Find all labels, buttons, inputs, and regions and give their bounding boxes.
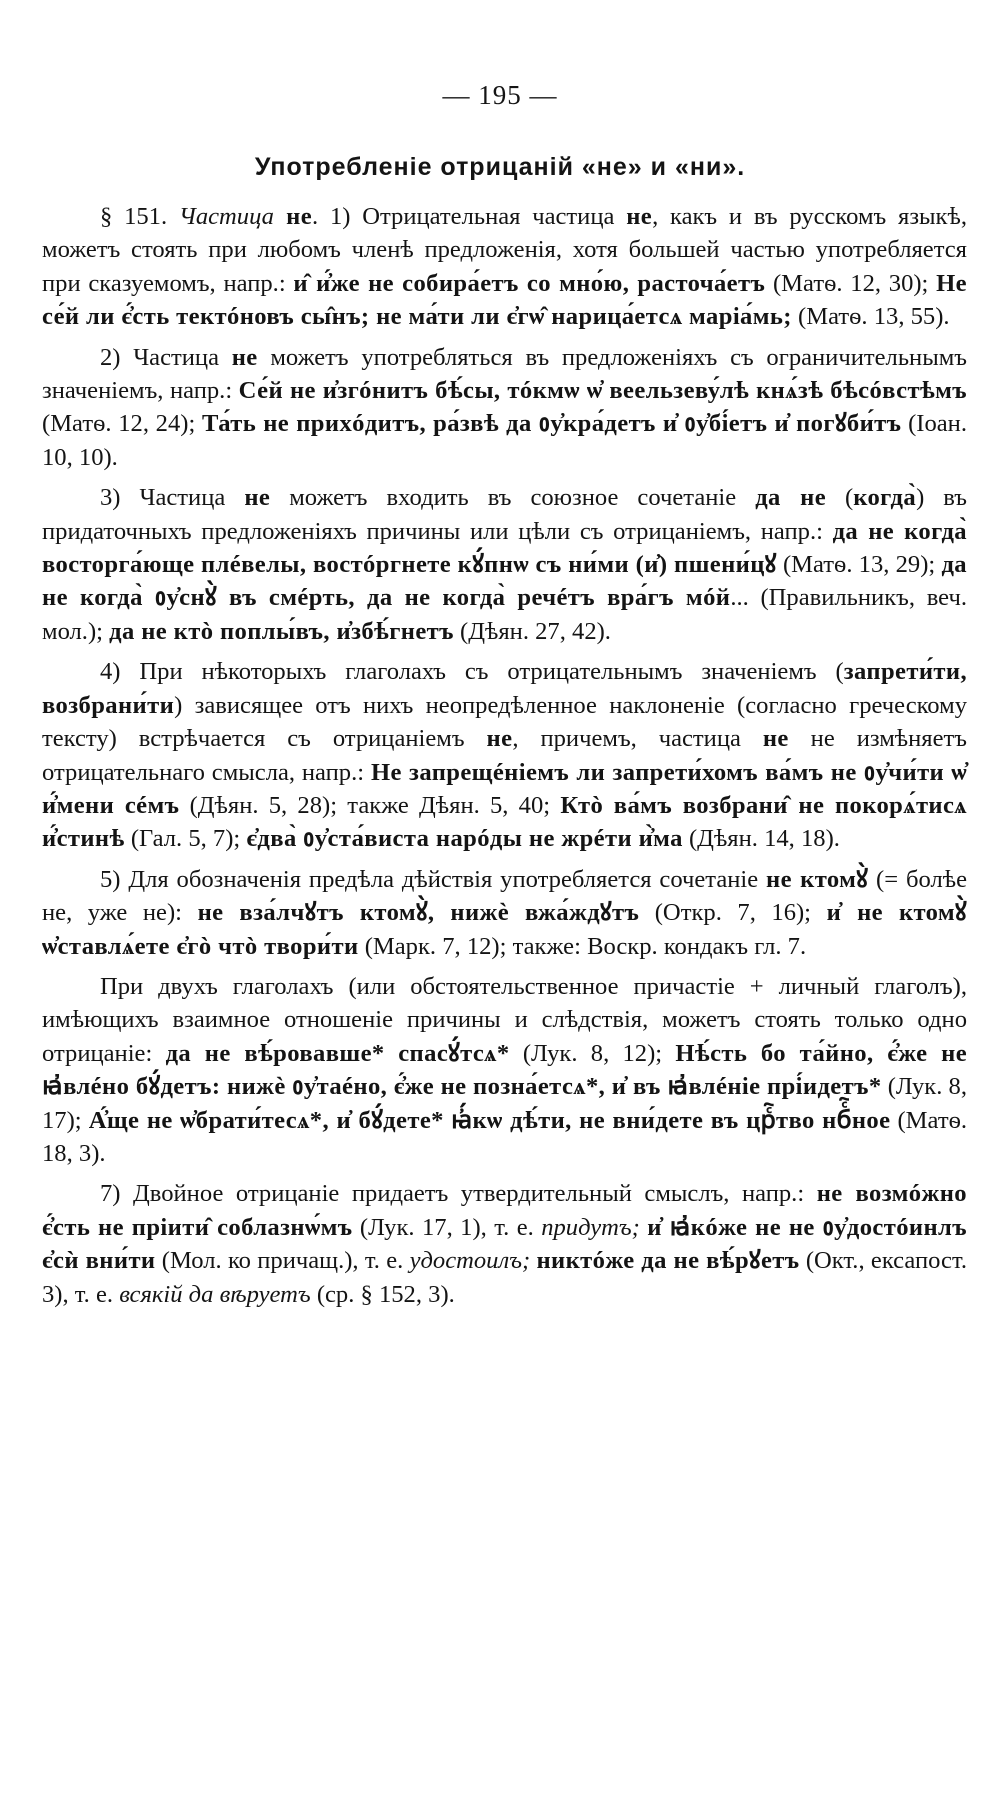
text-run: 3) Частица xyxy=(100,484,245,512)
text-run: § 151. xyxy=(100,203,179,230)
slavonic-quote: Се́й не и҆згóнитъ бѣ́сы, тóкмѡ ѡ҆ веельзеву́лѣ кнѧ́зѣ бѣсóвстѣмъ xyxy=(238,377,967,405)
slavonic-quote: и҆ ꙗ҆кóже не не ᲂу҆достóинлъ є҆сѝ вни́ти xyxy=(42,1213,967,1275)
text-run: . 1) Отрицательная частица xyxy=(312,203,627,230)
slavonic-quote: запрети́ти, возбрани́ти xyxy=(42,658,967,719)
text-run: (Іоан. 10, 10). xyxy=(42,410,967,471)
text-run: (ср. § 152, 3). xyxy=(310,1280,455,1308)
slavonic-quote: не xyxy=(244,484,271,512)
text-run: (Дѣян. 14, 18). xyxy=(682,825,840,853)
paragraph-5 xyxy=(42,863,967,963)
text-run: ( xyxy=(826,484,854,512)
text-run: (Откр. 7, 16); xyxy=(639,899,827,927)
text-run: можетъ употребляться въ предложеніяхъ съ ограничительнымъ значеніемъ, напр.: xyxy=(42,343,967,405)
text-run: ... (Правильникъ, веч. мол.); xyxy=(42,584,967,645)
text-run: (Дѣян. 27, 42). xyxy=(453,617,611,645)
text-run: (Лук. 17, 1), т. е. xyxy=(352,1213,542,1241)
text-run: не измѣняетъ отрицательнаго смысла, напр.: xyxy=(42,725,967,786)
text-run: 2) Частица xyxy=(100,343,232,371)
text-run: 4) При нѣкоторыхъ глаголахъ съ отрицательнымъ значеніемъ ( xyxy=(100,658,844,686)
italic-term: придутъ; xyxy=(541,1213,640,1241)
section-heading: Употребленіе отрицаній «не» и «ни». xyxy=(254,153,746,181)
text-run: (Гал. 5, 7); xyxy=(124,825,247,853)
slavonic-quote: и҆ не ктомꙋ̀ ѡ҆ставлѧ́ете є҆гò чтò твори́ти xyxy=(42,899,967,960)
slavonic-quote: не xyxy=(273,203,313,230)
paragraph-2 xyxy=(42,341,967,475)
slavonic-quote: да не когда̀ восторга́юще плéвелы, востóргнете кꙋ́пнѡ съ ни́ми (и҆) пшени́цꙋ xyxy=(42,517,967,579)
slavonic-quote: не возмóжно є҆́сть не пріити̂ соблазнѡ́мъ xyxy=(42,1180,967,1241)
text-run: , причемъ, частица xyxy=(512,725,763,753)
italic-term: всякій да вѣруетъ xyxy=(119,1280,311,1308)
text-run: (Матѳ. 12, 30); xyxy=(765,269,937,297)
slavonic-quote: не xyxy=(762,725,789,753)
slavonic-quote: Не се́й ли є҆́сть тектóновъ сы̂нъ; не ма́ти ли є҆гѡ̂ нарица́етсѧ маріа́мь; xyxy=(42,269,968,331)
italic-term: удостоилъ; xyxy=(409,1247,531,1275)
slavonic-quote: не xyxy=(231,343,258,371)
slavonic-quote: да не вѣ́ровавше* спасꙋ́тсѧ* xyxy=(165,1039,510,1067)
text-run: ) въ придаточныхъ предложеніяхъ причины или цѣли съ отрицаніемъ, напр.: xyxy=(42,484,967,545)
text-run: (= болѣе не, уже не): xyxy=(42,865,967,927)
text-run: (Матѳ. 13, 29); xyxy=(776,551,942,579)
text-run: (Мол. ко причащ.), т. е. xyxy=(155,1247,410,1275)
slavonic-quote: никтóже да не вѣ́рꙋетъ xyxy=(536,1247,800,1275)
slavonic-quote: когда̀ xyxy=(853,484,917,512)
text-run: При двухъ глаголахъ (или обстоятельственное причастіе + личный глаголъ), имѣющихъ взаимное отношеніе причины и слѣдствія, можетъ стоять только одно отрицаніе: xyxy=(42,972,967,1067)
text-run: (Матѳ. 12, 24); xyxy=(42,410,202,438)
text-run: (Марк. 7, 12); также: Воскр. кондакъ гл. 7. xyxy=(358,932,807,960)
italic-term: Частица xyxy=(178,203,274,230)
slavonic-quote: не xyxy=(626,203,653,230)
paragraph-3 xyxy=(42,481,967,648)
text-run: (Лук. 8, 12); xyxy=(509,1039,676,1067)
text-run: (Окт., ексапост. 3), т. е. xyxy=(42,1247,967,1308)
slavonic-quote: да не когда̀ ᲂу҆снꙋ̀ въ смéрть, да не когда̀ речéтъ вра́гъ мóй xyxy=(42,551,967,612)
slavonic-quote: да не ктò поплы́въ, и҆збѣ́гнетъ xyxy=(109,617,454,645)
slavonic-quote: и̂ и҆́же не собира́етъ со мно́ю, расточа́етъ xyxy=(293,269,766,297)
body-text xyxy=(42,200,967,1311)
slavonic-quote: А҆́ще не ѡ҆брати́тесѧ*, и҆ бꙋ́дете* ꙗ҆́кѡ дѣ́ти, не вни́дете въ црⷭ҇тво нбⷭ҇ное xyxy=(88,1106,891,1134)
text-run: (Дѣян. 5, 28); также Дѣян. 5, 40; xyxy=(179,791,561,819)
text-run: , какъ и въ русскомъ языкѣ, можетъ стоять при любомъ членѣ предложенія, хотя большей частью употребляется при сказуемомъ, напр.: xyxy=(42,203,968,297)
text-run: 7) Двойное отрицаніе придаетъ утвердительный смыслъ, напр.: xyxy=(100,1180,817,1208)
text-run: (Лук. 8, 17); xyxy=(42,1073,967,1134)
paragraph-7 xyxy=(42,1177,967,1311)
text-run: (Матѳ. 18, 3). xyxy=(42,1106,968,1167)
slavonic-quote: не вза́лчꙋтъ ктомꙋ̀, нижѐ вжа́ждꙋтъ xyxy=(197,899,640,927)
slavonic-quote: Не запрещéніемъ ли запрети́хомъ ва́мъ не ᲂу҆чи́ти ѡ҆ и҆́мени сéмъ xyxy=(42,758,967,819)
paragraph-6 xyxy=(42,970,967,1170)
text-run: 5) Для обозначенія предѣла дѣйствія употребляется сочетаніе xyxy=(100,865,766,893)
slavonic-quote: Ктò ва́мъ возбрани̂ не покорѧ́тисѧ и҆́стинѣ xyxy=(42,791,968,853)
text-run: (Матѳ. 13, 55). xyxy=(791,303,950,331)
slavonic-quote: не ктомꙋ̀ xyxy=(766,865,869,893)
text-run: можетъ входить въ союзное сочетаніе xyxy=(270,484,756,512)
paragraph-4 xyxy=(42,655,967,855)
page-number: — 195 — xyxy=(442,80,558,110)
paragraph-151-1 xyxy=(42,200,967,334)
slavonic-quote: не xyxy=(486,725,513,753)
text-run: ) зависящее отъ нихъ неопредѣленное наклоненіе (согласно греческому тексту) встрѣчается съ отрицаніемъ xyxy=(42,691,967,753)
slavonic-quote: да не xyxy=(755,484,827,512)
slavonic-quote: Нѣ́сть бо та́йно, є҆́же не ꙗ҆влéно бꙋ́детъ: нижѐ ᲂу҆таéно, є҆́же не позна́етсѧ*, и҆ въ ꙗ҆влéніе прі́идетъ* xyxy=(42,1039,968,1101)
slavonic-quote: Та́ть не прихóдитъ, ра́звѣ да ᲂу҆кра́детъ и҆ ᲂу҆бі́етъ и҆ погꙋби́тъ xyxy=(202,410,902,438)
slavonic-quote: є҆два̀ ᲂу҆ста́виста нарóды не жрéти и҆̀ма xyxy=(246,825,683,853)
